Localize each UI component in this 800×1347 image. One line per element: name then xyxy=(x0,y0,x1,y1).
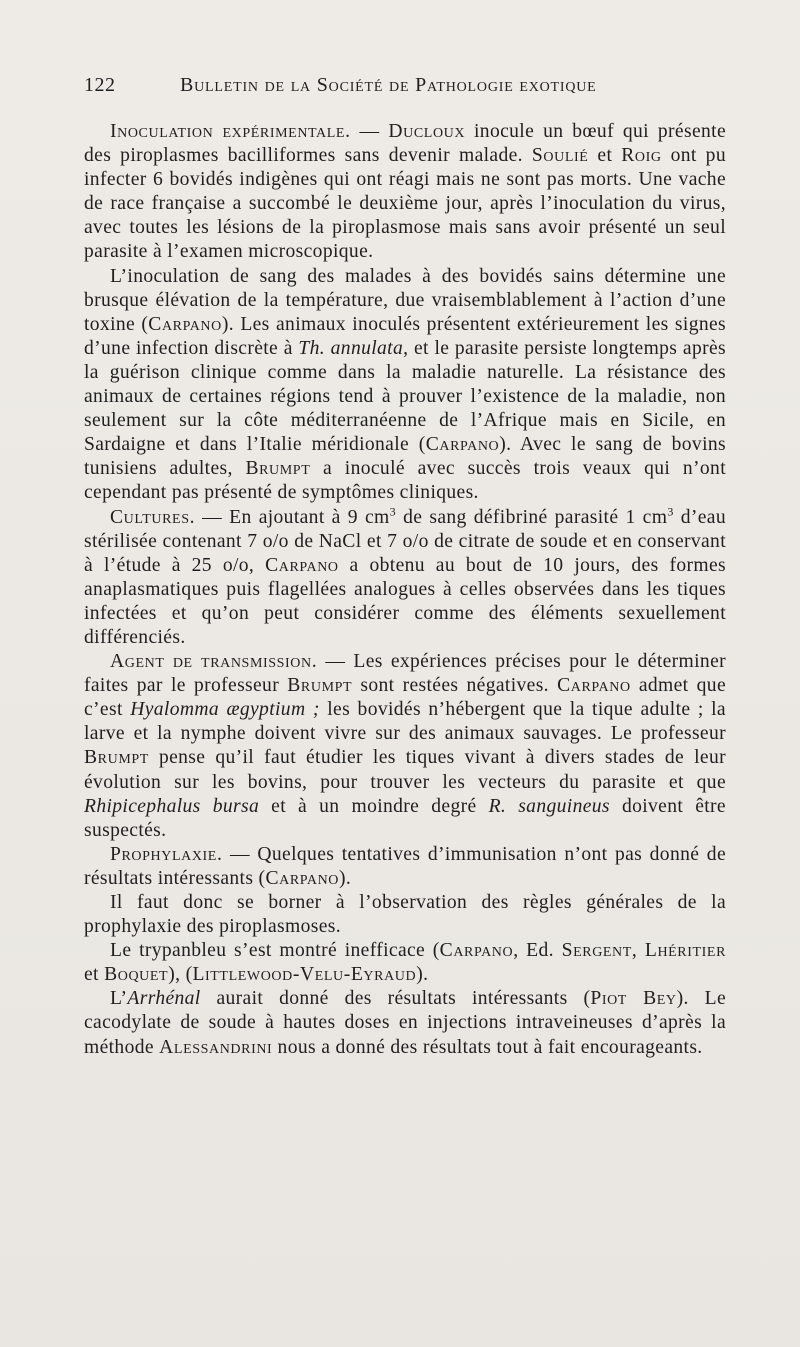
text-run: pense qu’il faut étudier les tiques vivant à divers stades de leur évolution sur les bovins, pour trouver les vecteurs du parasite et que xyxy=(84,747,726,793)
text-run: , Ed. xyxy=(513,940,562,962)
small-caps-text: Sergent xyxy=(561,940,632,962)
text-run: doivent être suspectés. xyxy=(84,795,726,841)
text-run: et xyxy=(84,964,105,986)
text-run: Il faut donc se borner à l’observation des règles générales de la prophylaxie des piroplasmoses. xyxy=(84,892,726,938)
text-run: a obtenu au bout de 10 jours, des formes anaplasmatiques puis flagellées analogues à celles observées dans les tiques infectées et qu’on peut considérer comme des éléments sexuellement différenciés. xyxy=(84,554,726,648)
small-caps-text: Ducloux xyxy=(388,121,466,142)
small-caps-text: Alessandrini xyxy=(159,1036,273,1058)
text-run: et xyxy=(588,145,622,167)
small-caps-text: Cultures. xyxy=(110,506,196,528)
small-caps-text: Brumpt xyxy=(287,675,353,697)
small-caps-text: Littlewood-Velu-Eyraud xyxy=(192,964,417,986)
small-caps-text: Lhéritier xyxy=(644,940,727,962)
text-run: ). xyxy=(339,867,352,889)
small-caps-text: Carpano xyxy=(148,313,222,335)
page-number: 122 xyxy=(84,74,116,96)
small-caps-text: Boquet xyxy=(104,964,169,986)
paragraph xyxy=(84,120,726,265)
text-run: admet que c’est xyxy=(84,675,726,721)
text-run: a inoculé avec succès trois veaux qui n’ont cependant pas présenté de symptômes cliniques. xyxy=(84,458,727,504)
text-run: , et le parasite persiste longtemps après la guérison clinique comme dans la maladie naturelle. La résistance des animaux de certaines régions tend à prouver l’existence de la maladie, non seulement sur la côte méditerranéenne de l’Afrique mais en Sicile, en Sardaigne et dans l’Italie méridionale ( xyxy=(84,337,726,456)
text-run: — En ajoutant à 9 cm xyxy=(195,506,390,528)
paragraph xyxy=(84,265,726,506)
paragraph xyxy=(84,650,726,843)
italic-text: R. sanguineus xyxy=(488,795,610,817)
small-caps-text: Carpano xyxy=(557,675,631,697)
italic-text: Hyalomma ægyptium ; xyxy=(130,699,320,721)
superscript: 3 xyxy=(389,503,397,518)
text-run: — xyxy=(350,121,389,142)
text-run: ). xyxy=(416,964,429,986)
small-caps-text: Piot Bey xyxy=(590,988,677,1010)
italic-text: Th. annulata xyxy=(298,337,404,359)
text-run: ), ( xyxy=(168,964,193,986)
superscript: 3 xyxy=(667,503,674,518)
text-run: aurait donné des résultats intéressants ( xyxy=(200,988,591,1010)
italic-text: Arrhénal xyxy=(127,988,201,1010)
text-run: L’inoculation de sang des malades à des bovidés sains détermine une brusque élévation de la température, due vraisemblablement à l’action d’une toxine ( xyxy=(84,265,726,335)
paragraph xyxy=(84,503,726,651)
italic-text: Rhipicephalus bursa xyxy=(84,795,260,817)
text-run: d’eau stérilisée contenant 7 o/o de NaCl et 7 o/o de citrate de soude et en conservant à l’étude à 25 o/o, xyxy=(84,506,726,576)
small-caps-text: Inoculation expérimentale. xyxy=(110,121,351,142)
small-caps-text: Carpano xyxy=(439,940,514,962)
small-caps-text: Carpano xyxy=(265,867,339,889)
text-run: et à un moindre degré xyxy=(259,795,489,817)
paragraph xyxy=(84,987,726,1059)
small-caps-text: Brumpt xyxy=(84,747,149,769)
text-run: ). Les animaux inoculés présentent extérieurement les signes d’une infection discrète à xyxy=(84,313,727,359)
paragraph xyxy=(84,939,726,987)
paragraph xyxy=(84,891,726,939)
text-run: inocule un bœuf qui présente des piroplasmes bacilliformes sans devenir malade. xyxy=(84,121,726,167)
small-caps-text: Prophylaxie. xyxy=(110,843,223,865)
text-run: de sang défibriné parasité 1 cm xyxy=(396,506,668,528)
running-title: Bulletin de la Société de Pathologie exotique xyxy=(180,74,597,96)
small-caps-text: Carpano xyxy=(265,554,339,576)
small-caps-text: Carpano xyxy=(425,434,500,456)
small-caps-text: Agent de transmission. xyxy=(110,651,318,673)
text-run: sont restées négatives. xyxy=(352,675,558,697)
text-run: L’ xyxy=(110,988,128,1010)
text-run: , xyxy=(631,940,645,962)
text-run: ont pu infecter 6 bovidés indigènes qui ont réagi mais ne sont pas morts. Une vache de race française a succombé le deuxième jour, après l’inoculation du virus, avec toutes les lésions de la piroplasmose mais sans avoir présenté un seul parasite à l’examen microscopique. xyxy=(84,145,726,263)
text-run: ). Avec le sang de bovins tunisiens adultes, xyxy=(84,434,726,480)
text-run: nous a donné des résultats tout à fait encourageants. xyxy=(272,1036,703,1058)
small-caps-text: Brumpt xyxy=(245,458,311,480)
small-caps-text: Soulié xyxy=(531,145,589,167)
text-run: les bovidés n’hébergent que la tique adulte ; la larve et la nymphe doivent vivre sur des animaux sauvages. Le professeur xyxy=(84,699,726,745)
text-run: Le trypanbleu s’est montré inefficace ( xyxy=(110,940,440,962)
body-text xyxy=(84,120,726,1060)
small-caps-text: Roig xyxy=(621,145,662,167)
text-run: — Quelques tentatives d’immunisation n’ont pas donné de résultats intéressants ( xyxy=(84,843,726,889)
paragraph xyxy=(84,843,726,891)
text-run: — Les expériences précises pour le déterminer faites par le professeur xyxy=(84,651,726,697)
text-run: ). Le cacodylate de soude à hautes doses en injections intraveineuses d’après la méthode xyxy=(84,988,726,1058)
